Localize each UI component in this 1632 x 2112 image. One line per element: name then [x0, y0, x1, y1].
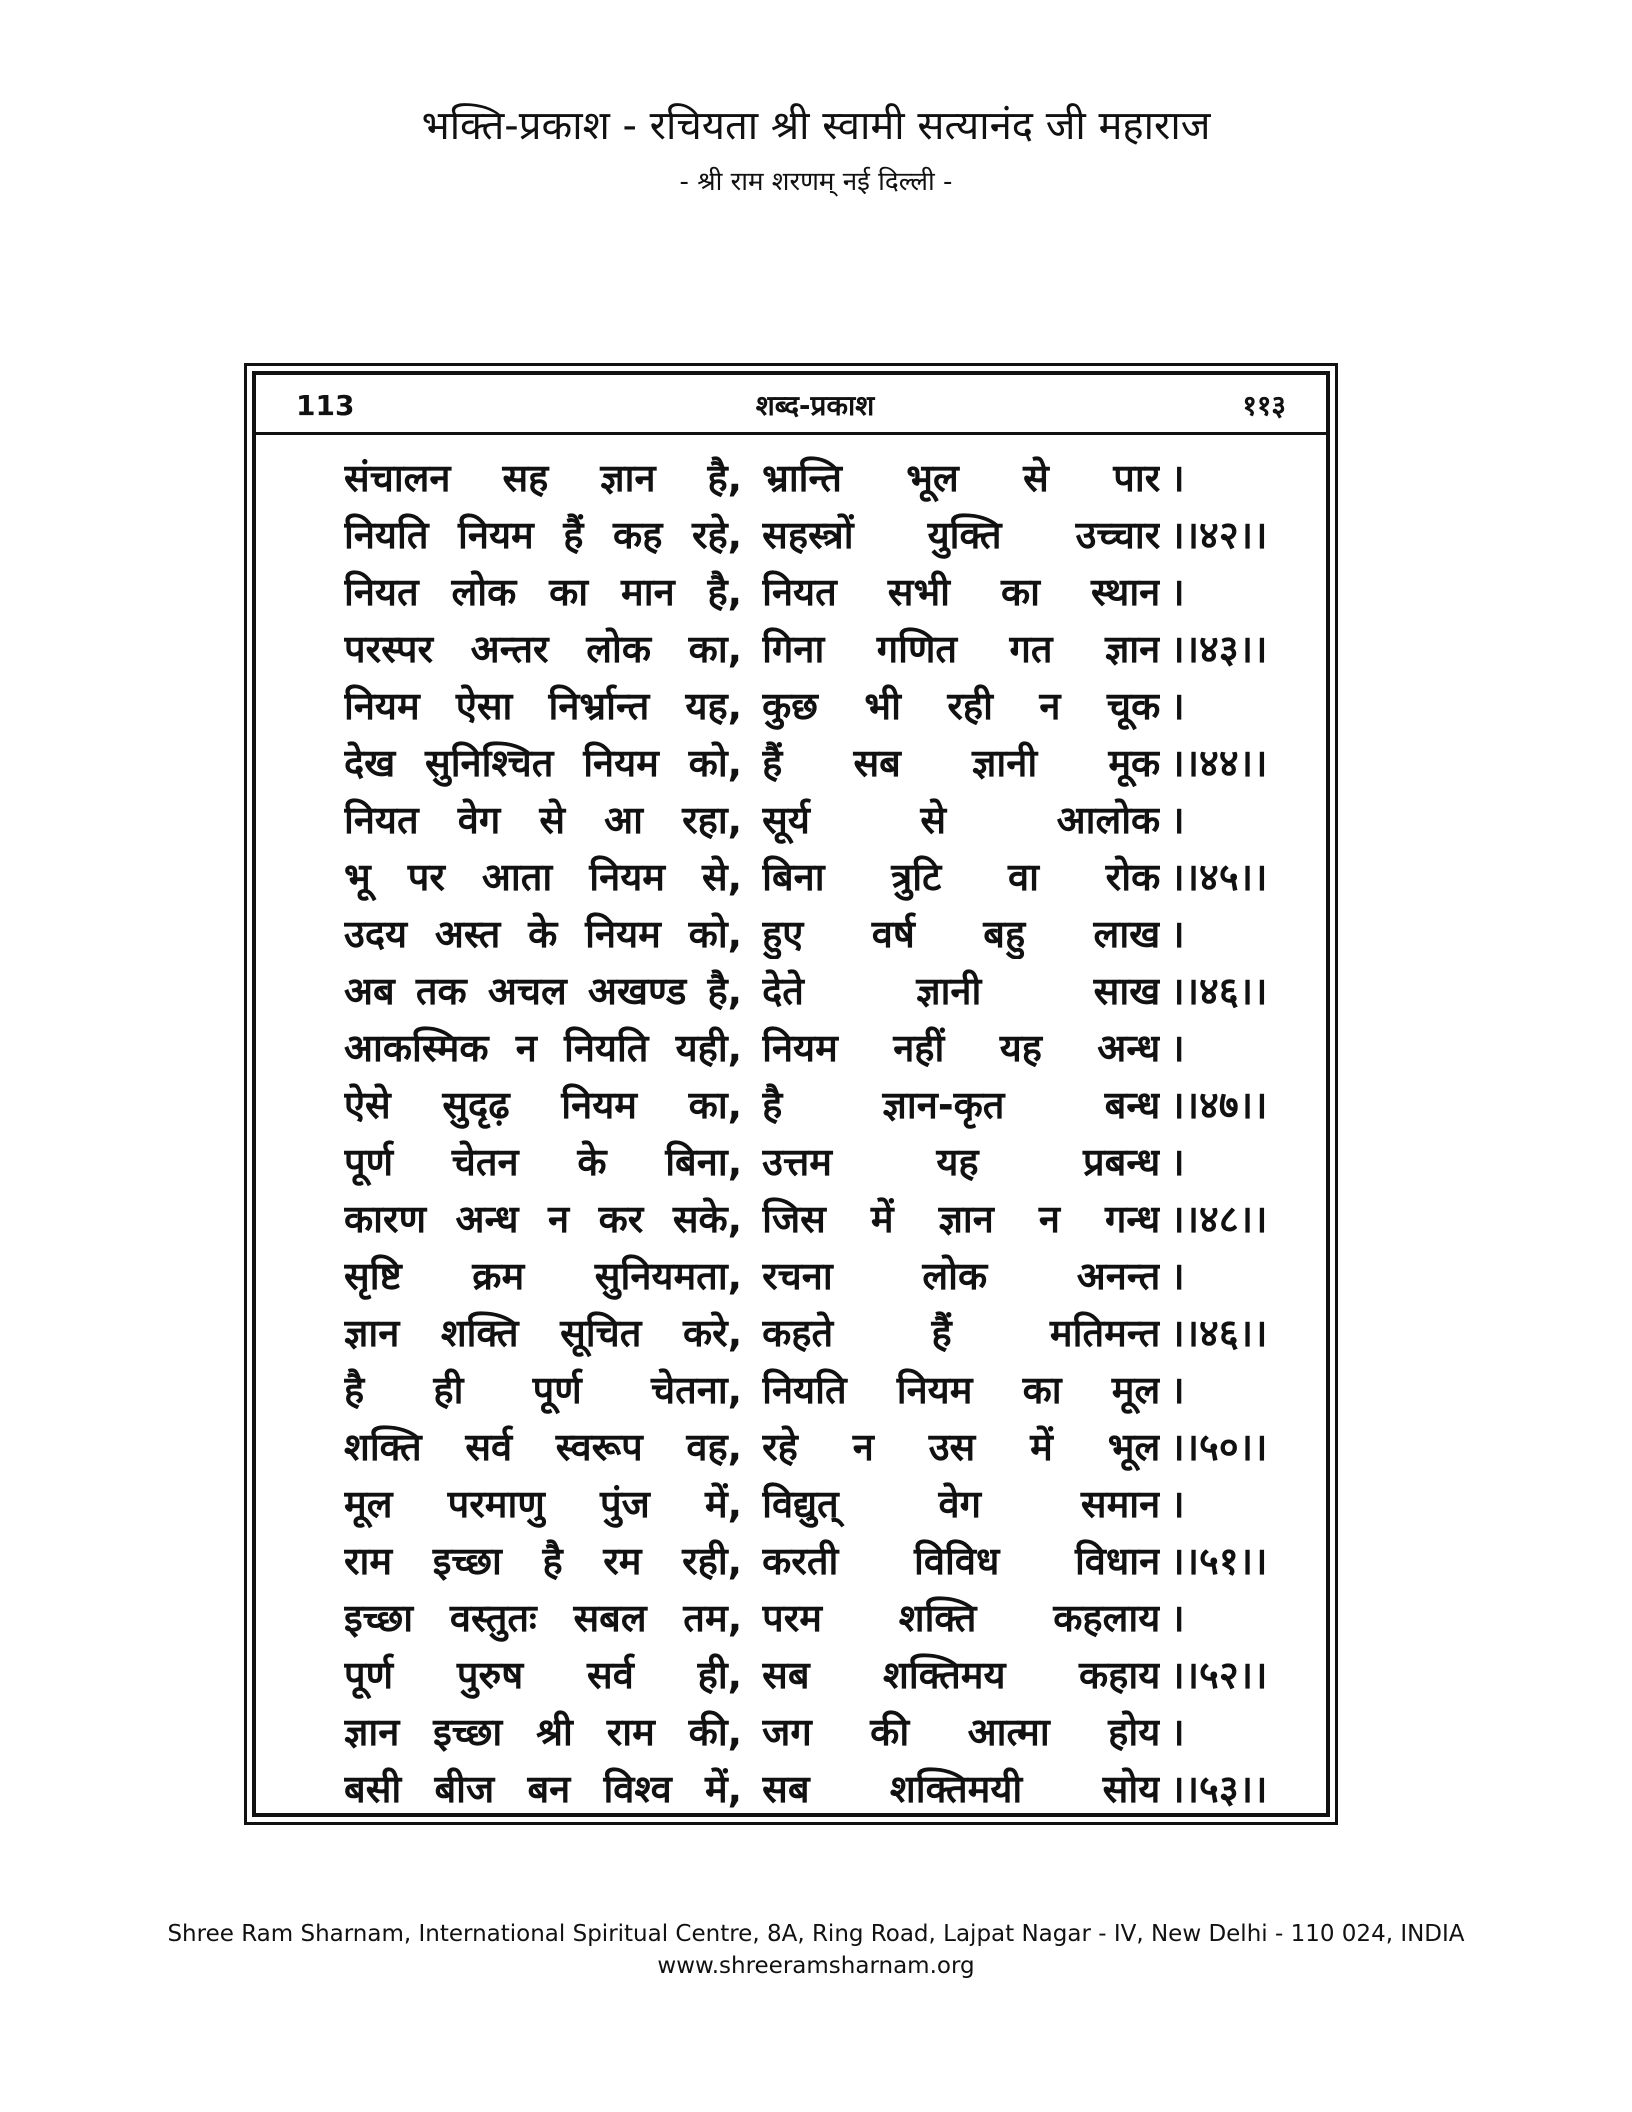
page-number-left: 113: [296, 389, 355, 422]
verse-line: [344, 448, 1284, 505]
verse-end-mark: ।।४७।।: [1170, 1082, 1268, 1127]
verse-line: [344, 1474, 1284, 1531]
verse-end-mark: ।।४६।।: [1170, 968, 1268, 1013]
verse-second-half: सब शक्तिमय कहाय: [762, 1652, 1161, 1697]
verse-first-half: नियत वेग से आ रहा,: [344, 797, 743, 842]
verse-line: [344, 1303, 1284, 1360]
verse-second-half: हुए वर्ष बहु लाख: [762, 911, 1161, 956]
verse-second-half: नियति नियम का मूल: [762, 1367, 1161, 1412]
verse-line: [344, 847, 1284, 904]
verse-first-half: शक्ति सर्व स्वरूप वह,: [344, 1424, 743, 1469]
verse-second-half: नियत सभी का स्थान: [762, 569, 1161, 614]
verse-line: [344, 904, 1284, 961]
verse-line: [344, 676, 1284, 733]
verse-end-mark: ।: [1170, 1367, 1185, 1412]
verse-second-half: विद्युत् वेग समान: [762, 1481, 1161, 1526]
verse-first-half: अब तक अचल अखण्ड है,: [344, 968, 743, 1013]
verse-second-half: भ्रान्ति भूल से पार: [762, 455, 1161, 500]
verse-line: [344, 619, 1284, 676]
verse-line: [344, 1588, 1284, 1645]
verse-end-mark: ।।५२।।: [1170, 1652, 1268, 1697]
verse-line: [344, 1018, 1284, 1075]
verse-second-half: रहे न उस में भूल: [762, 1424, 1161, 1469]
verse-line: [344, 1702, 1284, 1759]
verse-second-half: करती विविध विधान: [762, 1538, 1161, 1583]
verse-end-mark: ।।४८।।: [1170, 1196, 1268, 1241]
verse-line: [344, 961, 1284, 1018]
verse-first-half: राम इच्छा है रम रही,: [344, 1538, 743, 1583]
verse-line: [344, 1645, 1284, 1702]
verse-first-half: ऐसे सुदृढ़ नियम का,: [344, 1082, 743, 1127]
verse-first-half: है ही पूर्ण चेतना,: [344, 1367, 743, 1412]
verse-first-half: नियम ऐसा निर्भ्रान्त यह,: [344, 683, 743, 728]
verse-second-half: हैं सब ज्ञानी मूक: [762, 740, 1161, 785]
verse-first-half: बसी बीज बन विश्व में,: [344, 1766, 743, 1811]
verse-list: [344, 448, 1284, 1816]
verse-end-mark: ।।४२।।: [1170, 512, 1268, 557]
verse-line: [344, 1075, 1284, 1132]
verse-first-half: संचालन सह ज्ञान है,: [344, 455, 743, 500]
footer-website-link[interactable]: www.shreeramsharnam.org: [657, 1953, 975, 1979]
verse-second-half: सूर्य से आलोक: [762, 797, 1161, 842]
verse-first-half: पूर्ण पुरुष सर्व ही,: [344, 1652, 743, 1697]
verse-end-mark: ।: [1170, 1253, 1185, 1298]
section-title: शब्द-प्रकाश: [755, 389, 875, 422]
verse-end-mark: ।: [1170, 569, 1185, 614]
verse-second-half: उत्तम यह प्रबन्ध: [762, 1139, 1161, 1184]
verse-second-half: नियम नहीं यह अन्ध: [762, 1025, 1161, 1070]
verse-second-half: रचना लोक अनन्त: [762, 1253, 1161, 1298]
verse-first-half: ज्ञान इच्छा श्री राम की,: [344, 1709, 743, 1754]
verse-first-half: उदय अस्त के नियम को,: [344, 911, 743, 956]
verse-end-mark: ।।४३।।: [1170, 626, 1268, 671]
verse-first-half: नियत लोक का मान है,: [344, 569, 743, 614]
verse-first-half: मूल परमाणु पुंज में,: [344, 1481, 743, 1526]
verse-end-mark: ।।५३।।: [1170, 1766, 1268, 1811]
verse-first-half: पूर्ण चेतन के बिना,: [344, 1139, 743, 1184]
verse-first-half: कारण अन्ध न कर सके,: [344, 1196, 743, 1241]
verse-first-half: परस्पर अन्तर लोक का,: [344, 626, 743, 671]
verse-line: [344, 1132, 1284, 1189]
verse-end-mark: ।।४६।।: [1170, 1310, 1268, 1355]
verse-end-mark: ।: [1170, 1481, 1185, 1526]
verse-line: [344, 1417, 1284, 1474]
verse-line: [344, 1246, 1284, 1303]
document-title: भक्ति-प्रकाश - रचियता श्री स्वामी सत्यानंद जी महाराज: [421, 103, 1211, 149]
verse-first-half: नियति नियम हैं कह रहे,: [344, 512, 743, 557]
verse-second-half: सब शक्तिमयी सोय: [762, 1766, 1161, 1811]
verse-line: [344, 1189, 1284, 1246]
verse-end-mark: ।: [1170, 1595, 1185, 1640]
footer-address: Shree Ram Sharnam, International Spiritual Centre, 8A, Ring Road, Lajpat Nagar - IV, New Delhi - 110 024, INDIA: [167, 1921, 1465, 1947]
verse-first-half: ज्ञान शक्ति सूचित करे,: [344, 1310, 743, 1355]
verse-end-mark: ।: [1170, 455, 1185, 500]
page-header-divider: [252, 432, 1330, 435]
verse-first-half: सृष्टि क्रम सुनियमता,: [344, 1253, 743, 1298]
verse-line: [344, 1360, 1284, 1417]
verse-second-half: कुछ भी रही न चूक: [762, 683, 1161, 728]
verse-second-half: कहते हैं मतिमन्त: [762, 1310, 1161, 1355]
page-number-right: ११३: [1242, 389, 1286, 422]
verse-second-half: देते ज्ञानी साख: [762, 968, 1161, 1013]
verse-second-half: बिना त्रुटि वा रोक: [762, 854, 1161, 899]
verse-first-half: देख सुनिश्चित नियम को,: [344, 740, 743, 785]
verse-end-mark: ।: [1170, 797, 1185, 842]
verse-first-half: आकस्मिक न नियति यही,: [344, 1025, 743, 1070]
verse-end-mark: ।: [1170, 911, 1185, 956]
verse-line: [344, 733, 1284, 790]
verse-first-half: इच्छा वस्तुतः सबल तम,: [344, 1595, 743, 1640]
verse-line: [344, 1759, 1284, 1816]
verse-second-half: गिना गणित गत ज्ञान: [762, 626, 1161, 671]
verse-end-mark: ।: [1170, 683, 1185, 728]
verse-second-half: जग की आत्मा होय: [762, 1709, 1161, 1754]
verse-line: [344, 790, 1284, 847]
verse-first-half: भू पर आता नियम से,: [344, 854, 743, 899]
verse-second-half: है ज्ञान-कृत बन्ध: [762, 1082, 1161, 1127]
verse-second-half: सहस्त्रों युक्ति उच्चार: [762, 512, 1161, 557]
verse-end-mark: ।: [1170, 1709, 1185, 1754]
verse-end-mark: ।।५०।।: [1170, 1424, 1268, 1469]
verse-end-mark: ।।४४।।: [1170, 740, 1268, 785]
verse-end-mark: ।।४५।।: [1170, 854, 1268, 899]
document-subtitle: - श्री राम शरणम् नई दिल्ली -: [679, 167, 953, 197]
verse-end-mark: ।: [1170, 1025, 1185, 1070]
verse-line: [344, 1531, 1284, 1588]
verse-second-half: परम शक्ति कहलाय: [762, 1595, 1161, 1640]
verse-line: [344, 562, 1284, 619]
verse-line: [344, 505, 1284, 562]
verse-end-mark: ।।५१।।: [1170, 1538, 1268, 1583]
verse-end-mark: ।: [1170, 1139, 1185, 1184]
verse-second-half: जिस में ज्ञान न गन्ध: [762, 1196, 1161, 1241]
